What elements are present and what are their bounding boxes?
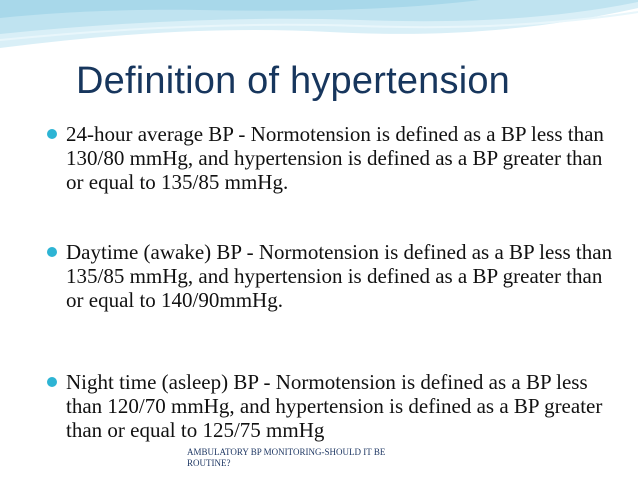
bullet-dot-icon — [47, 247, 57, 257]
bullet-item — [47, 370, 622, 442]
bullet-text: Night time (asleep) BP - Normotension is defined as a BP less than 120/70 mmHg, and hypertension is defined as a BP greater than or equal to 125/75 mmHg — [66, 370, 603, 442]
bullet-item — [47, 240, 622, 312]
slide-title: Definition of hypertension — [76, 60, 511, 102]
bullet-item — [47, 122, 622, 194]
bullet-dot-icon — [47, 377, 57, 387]
slide-footer: AMBULATORY BP MONITORING-SHOULD IT BE ROUTINE? — [187, 447, 386, 468]
bullet-text: 24-hour average BP - Normotension is defined as a BP less than 130/80 mmHg, and hypertension is defined as a BP greater than or equal to 135/85 mmHg. — [66, 122, 604, 194]
bullet-text: Daytime (awake) BP - Normotension is defined as a BP less than 135/85 mmHg, and hypertension is defined as a BP greater than or equal to 140/90mmHg. — [66, 240, 613, 312]
bullet-dot-icon — [47, 129, 57, 139]
